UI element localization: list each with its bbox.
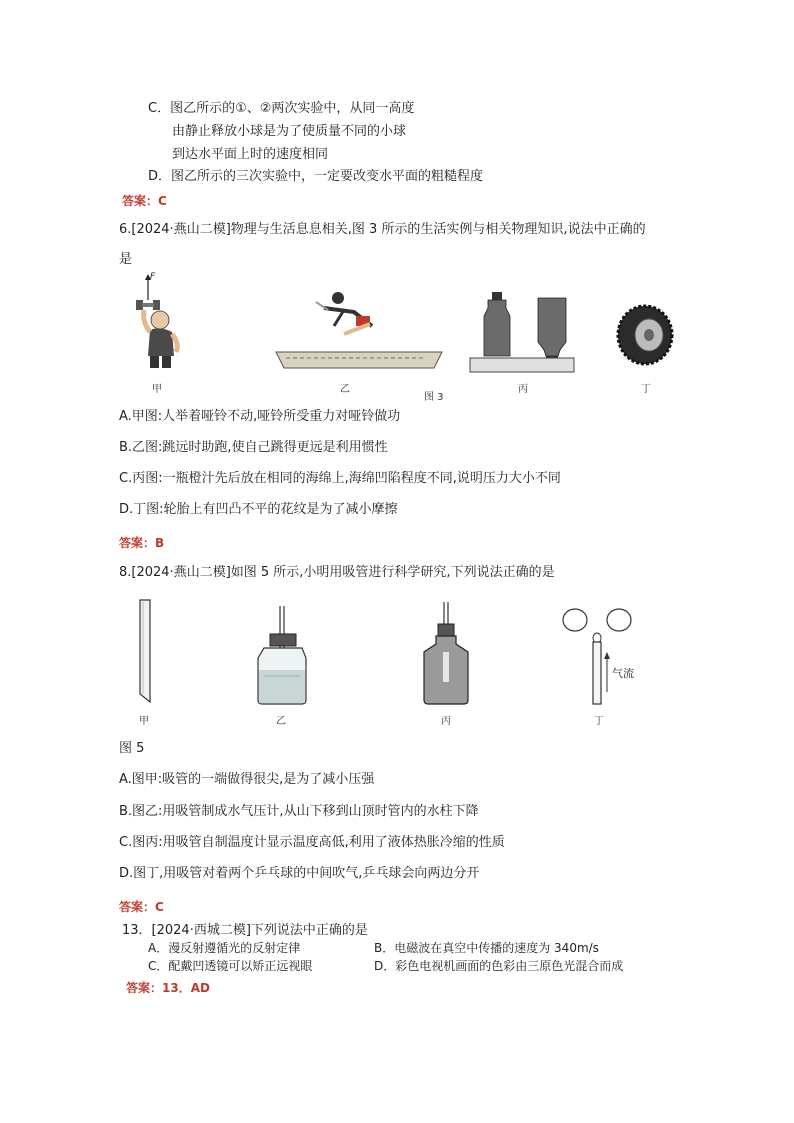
weightlifter-figure <box>128 272 188 372</box>
q13-option-a: A．漫反射遵循光的反射定律 <box>148 941 301 955</box>
bottles-on-sponge-figure <box>468 292 578 374</box>
answer-label: 答案： <box>119 900 156 914</box>
q5-answer <box>122 192 167 209</box>
answer-label: 答案： <box>119 536 156 550</box>
fig3-caption-d: 丁 <box>641 384 651 395</box>
q8-option-b: B.图乙:用吸管制成水气压计,从山下移到山顶时管内的水柱下降 <box>119 804 479 819</box>
answer-value: 13．AD <box>162 981 210 995</box>
fig5-caption-d: 丁 <box>594 716 604 727</box>
q8-answer <box>119 898 164 915</box>
q13-answer <box>126 979 210 996</box>
answer-value: C <box>158 194 167 208</box>
answer-value: B <box>155 536 165 550</box>
q5-option-d: D．图乙所示的三次实验中，一定要改变水平面的粗糙程度 <box>148 169 484 184</box>
answer-label: 答案： <box>122 194 159 208</box>
answer-label: 答案： <box>126 981 163 995</box>
q8-option-a: A.图甲:吸管的一端做得很尖,是为了减小压强 <box>119 772 375 787</box>
q13-option-c: C．配戴凹透镜可以矫正远视眼 <box>148 959 313 973</box>
q6-option-a: A.甲图:人举着哑铃不动,哑铃所受重力对哑铃做功 <box>119 409 401 424</box>
q6-option-c: C.丙图:一瓶橙汁先后放在相同的海绵上,海绵凹陷程度不同,说明压力大小不同 <box>119 471 561 486</box>
ping-pong-balls-figure <box>560 606 636 708</box>
q6-option-b: B.乙图:跳远时助跑,使自己跳得更远是利用惯性 <box>119 440 388 455</box>
q8-figure-title: 图 5 <box>119 741 145 756</box>
fig3-caption-b: 乙 <box>340 384 350 395</box>
long-jumper-figure <box>274 286 444 376</box>
q8-option-d: D.图丁,用吸管对着两个乒乓球的中间吹气,乒乓球会向两边分开 <box>119 866 480 881</box>
tire-figure <box>616 304 674 366</box>
q5-option-c-line1: C．图乙所示的①、②两次实验中，从同一高度 <box>148 101 415 116</box>
q13-option-b: B．电磁波在真空中传播的速度为 340m/s <box>374 941 599 955</box>
airflow-label: 气流 <box>612 667 634 680</box>
q13-option-d: D．彩色电视机画面的色彩由三原色光混合而成 <box>374 959 624 973</box>
fig3-caption-a: 甲 <box>152 384 162 395</box>
answer-value: C <box>155 900 164 914</box>
force-label: F <box>150 272 156 282</box>
q8-option-c: C.图丙:用吸管自制温度计显示温度高低,利用了液体热胀冷缩的性质 <box>119 835 505 850</box>
straw-figure <box>136 598 158 706</box>
fig3-caption-c: 丙 <box>518 384 528 395</box>
q5-option-c-line2: 由静止释放小球是为了使质量不同的小球 <box>172 124 407 139</box>
q6-answer <box>119 534 164 551</box>
q5-option-c-line3: 到达水平面上时的速度相同 <box>172 147 329 162</box>
q8-stem: 8.[2024·燕山二模]如图 5 所示,小明用吸管进行科学研究,下列说法正确的是 <box>119 565 555 580</box>
q13-stem: 13．[2024·西城二模]下列说法中正确的是 <box>122 923 368 938</box>
bottle-thermometer-figure <box>418 602 474 706</box>
water-barometer-figure <box>254 604 314 708</box>
fig5-caption-c: 丙 <box>441 716 451 727</box>
q6-stem-line1: 6.[2024·燕山二模]物理与生活息息相关,图 3 所示的生活实例与相关物理知识,说法中正确的 <box>119 222 646 237</box>
q6-stem-line2: 是 <box>119 252 133 267</box>
fig3-title: 图 3 <box>424 392 444 403</box>
fig5-caption-b: 乙 <box>276 716 286 727</box>
q6-option-d: D.丁图:轮胎上有凹凸不平的花纹是为了减小摩擦 <box>119 502 398 517</box>
fig5-caption-a: 甲 <box>139 716 149 727</box>
